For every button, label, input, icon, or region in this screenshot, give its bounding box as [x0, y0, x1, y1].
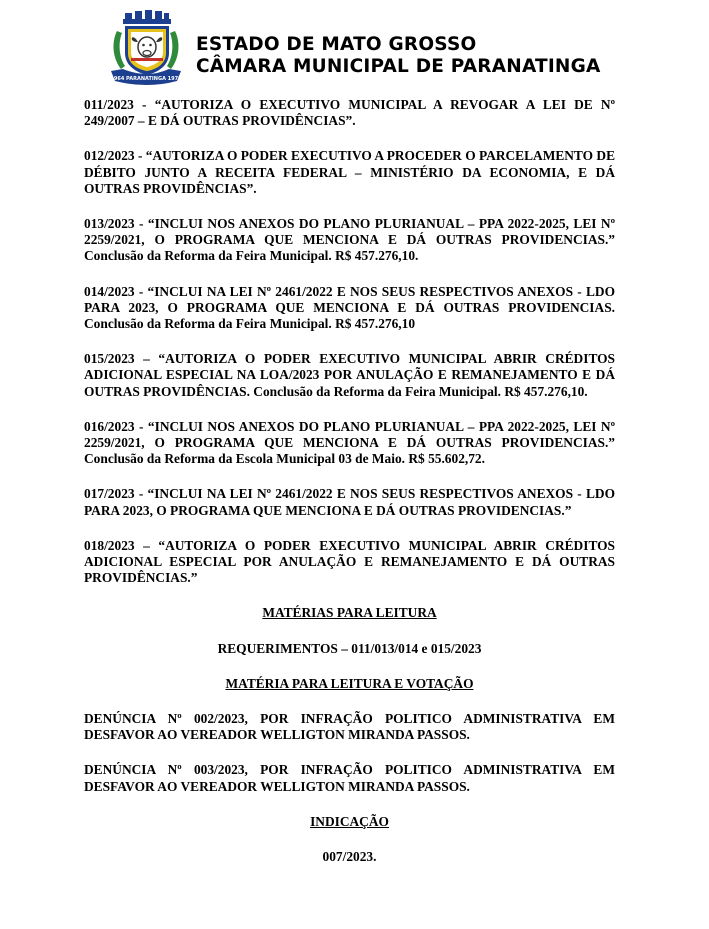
document-body	[84, 97, 615, 884]
agenda-item: 014/2023 - “INCLUI NA LEI Nº 2461/2022 E NOS SEUS RESPECTIVOS ANEXOS - LDO PARA 2023, O PROGRAMA QUE MENCIONA E DÁ OUTRAS PROVIDENCIAS. Conclusão da Reforma da Feira Municipal. R$ 457.276,10	[84, 283, 615, 332]
reading-section-title: MATÉRIAS PARA LEITURA	[262, 605, 437, 621]
state-name: ESTADO DE MATO GROSSO	[196, 34, 477, 55]
agenda-item: 018/2023 – “AUTORIZA O PODER EXECUTIVO MUNICIPAL ABRIR CRÉDITOS ADICIONAL ESPECIAL POR ANULAÇÃO E REMANEJAMENTO E DÁ OUTRAS PROVIDÊNCIAS.”	[84, 537, 615, 586]
chamber-name: CÂMARA MUNICIPAL DE PARANATINGA	[196, 56, 601, 77]
denuncia-item: DENÚNCIA Nº 003/2023, POR INFRAÇÃO POLITICO ADMINISTRATIVA EM DESFAVOR AO VEREADOR WELLIGTON MIRANDA PASSOS.	[84, 762, 615, 794]
agenda-item: 011/2023 - “AUTORIZA O EXECUTIVO MUNICIPAL A REVOGAR A LEI DE Nº 249/2007 – E DÁ OUTRAS PROVIDÊNCIAS”.	[84, 97, 615, 129]
header-titles	[196, 34, 601, 78]
indicacao-number: 007/2023.	[322, 849, 377, 865]
requerimentos-line: REQUERIMENTOS – 011/013/014 e 015/2023	[217, 640, 482, 656]
voting-section-title: MATÉRIA PARA LEITURA E VOTAÇÃO	[225, 675, 474, 691]
denuncia-item: DENÚNCIA Nº 002/2023, POR INFRAÇÃO POLITICO ADMINISTRATIVA EM DESFAVOR AO VEREADOR WELLIGTON MIRANDA PASSOS.	[84, 711, 615, 743]
agenda-item: 012/2023 - “AUTORIZA O PODER EXECUTIVO A PROCEDER O PARCELAMENTO DE DÉBITO JUNTO A RECEITA FEDERAL – MINISTÉRIO DA ECONOMIA, E DÁ OUTRAS PROVIDÊNCIAS”.	[84, 148, 615, 196]
agenda-item: 017/2023 - “INCLUI NA LEI Nº 2461/2022 E NOS SEUS RESPECTIVOS ANEXOS - LDO PARA 2023, O PROGRAMA QUE MENCIONA E DÁ OUTRAS PROVIDENCIAS.”	[84, 486, 615, 518]
indicacao-title: INDICAÇÃO	[310, 813, 389, 829]
document-header	[0, 0, 709, 92]
municipal-coat-of-arms-icon	[107, 9, 185, 87]
svg-text:1964 PARANATINGA 1979: 1964 PARANATINGA 1979	[110, 76, 182, 82]
agenda-item: 013/2023 - “INCLUI NOS ANEXOS DO PLANO PLURIANUAL – PPA 2022-2025, LEI Nº 2259/2021, O PROGRAMA QUE MENCIONA E DÁ OUTRAS PROVIDENCIAS.” Conclusão da Reforma da Feira Municipal. R$ 457.276,10.	[84, 216, 615, 264]
agenda-item: 016/2023 - “INCLUI NOS ANEXOS DO PLANO PLURIANUAL – PPA 2022-2025, LEI Nº 2259/2021, O PROGRAMA QUE MENCIONA E DÁ OUTRAS PROVIDENCIAS.” Conclusão da Reforma da Escola Municipal 03 de Maio. R$ 55.602,72.	[84, 418, 615, 467]
agenda-item: 015/2023 – “AUTORIZA O PODER EXECUTIVO MUNICIPAL ABRIR CRÉDITOS ADICIONAL ESPECIAL NA LOA/2023 POR ANULAÇÃO E REMANEJAMENTO E DÁ OUTRAS PROVIDÊNCIAS. Conclusão da Reforma da Feira Municipal. R$ 457.276,10.	[84, 351, 615, 399]
